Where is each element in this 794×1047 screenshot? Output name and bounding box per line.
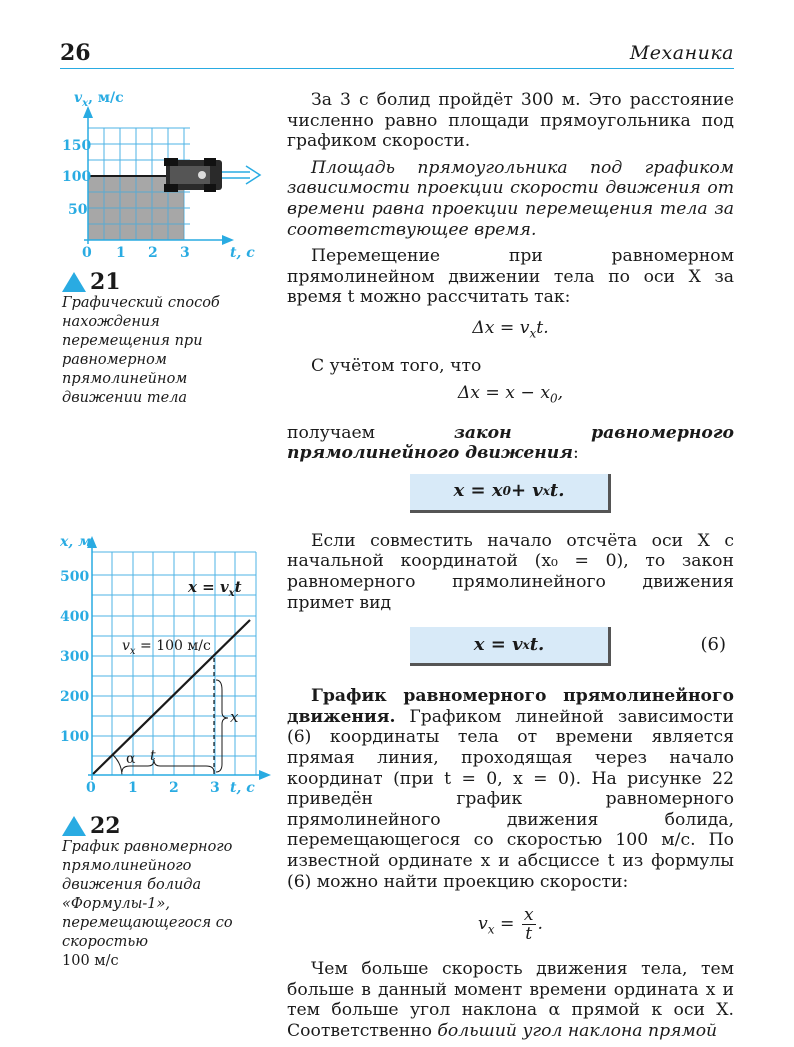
x-axis-label: t, с xyxy=(230,780,255,796)
page-number: 26 xyxy=(60,40,91,66)
x-tick-label: 3 xyxy=(210,780,220,796)
paragraph: получаем закон равномерного прямолинейного движения: xyxy=(287,422,734,464)
x-axis-label: t, с xyxy=(230,245,255,261)
definition-paragraph: Площадь прямоугольника под графиком зависимости проекции скорости движения от времени равна проекции перемещения тела за соответствующее время. xyxy=(287,157,734,240)
paragraph: Перемещение при равномерном прямолинейном движении тела по оси X за время t можно рассчитать так: xyxy=(287,246,734,308)
x-tick-label: 2 xyxy=(169,780,179,796)
grid xyxy=(92,552,256,775)
t-label: t xyxy=(150,748,156,764)
velocity-arrow-icon xyxy=(222,166,260,184)
y-tick-label: 500 xyxy=(60,569,90,585)
y-tick-label: 150 xyxy=(62,138,92,154)
equation-number: (6) xyxy=(700,634,726,656)
triangle-marker-icon xyxy=(62,272,86,292)
caption-number: 21 xyxy=(90,268,121,295)
y-tick-label: 100 xyxy=(62,169,92,185)
figure-22-caption xyxy=(62,812,267,971)
caption-number: 22 xyxy=(90,812,121,839)
y-axis-label: x, м xyxy=(60,534,92,550)
alpha-label: α xyxy=(126,751,136,767)
x-label: x xyxy=(230,708,239,726)
y-tick-label: 100 xyxy=(60,729,90,745)
figure-21-velocity-graph xyxy=(60,80,270,265)
figure-21-caption xyxy=(62,268,267,408)
paragraph: График равномерного прямолинейного движения. Графиком линейной зависимости (6) координаты тела от времени является прямая линия, проходящая через начало координат (при t = 0, x = 0). На рисунке 22 приведён график равномерного прямолинейного движения болида, перемещающегося со скоростью 100 м/с. По известной ординате x и абсциссе t из формулы (6) можно найти проекцию скорости: xyxy=(287,686,734,892)
x-brace xyxy=(216,680,228,772)
x-tick-label: 0 xyxy=(86,780,96,796)
header-rule xyxy=(60,68,734,69)
law-formula-box-6: x = v x t. (6) xyxy=(410,627,611,666)
page-header xyxy=(60,40,734,68)
section-title: Механика xyxy=(629,42,734,64)
angle-arc xyxy=(113,755,122,775)
caption-text: График равномерного прямолинейного движения болида «Формулы-1», перемещающегося со скоростью xyxy=(62,839,233,950)
main-text xyxy=(287,90,734,1047)
caption-speed: 100 м/с xyxy=(62,953,119,969)
line-equation-label: $x = v_xt$ xyxy=(188,578,242,599)
race-car-icon xyxy=(164,158,222,192)
y-tick-label: 50 xyxy=(68,202,88,218)
figure-22-position-graph xyxy=(60,530,275,800)
law-formula-box: x = x 0 + v x t. xyxy=(410,474,611,513)
x-tick-label: 3 xyxy=(180,245,190,261)
y-tick-label: 300 xyxy=(60,649,90,665)
t-brace xyxy=(122,760,214,772)
formula-displacement: $\Delta x = v_xt$. xyxy=(472,317,549,341)
triangle-marker-icon xyxy=(62,816,86,836)
x-tick-label: 0 xyxy=(82,245,92,261)
y-tick-label: 200 xyxy=(60,689,90,705)
caption-text: Графический способ нахождения перемещения при равномерном прямолинейном движении тела xyxy=(62,295,220,406)
paragraph: С учётом того, что xyxy=(311,355,482,376)
x-tick-label: 1 xyxy=(128,780,138,796)
y-tick-label: 400 xyxy=(60,609,90,625)
x-tick-label: 2 xyxy=(148,245,158,261)
speed-label: $v_x = 100$ м/с xyxy=(122,638,211,657)
formula-delta-x: $\Delta x = x - x_0$, xyxy=(457,382,564,405)
paragraph: Чем больше скорость движения тела, тем больше в данный момент времени ордината x и тем больше угол наклона α прямой к оси X. Соответственно больший угол наклона прямой xyxy=(287,959,734,1041)
paragraph: Если совместить начало отсчёта оси X с начальной координатой (x₀ = 0), то закон равномерного прямолинейного движения примет вид xyxy=(287,530,734,613)
y-axis-label: $v_x$, м/с xyxy=(74,90,124,109)
x-tick-label: 1 xyxy=(116,245,126,261)
formula-velocity: $v_x$ = $\frac{x}{t}$ . xyxy=(478,905,543,945)
paragraph: За 3 с болид пройдёт 300 м. Это расстояние численно равно площади прямоугольника под графиком скорости. xyxy=(287,90,734,152)
